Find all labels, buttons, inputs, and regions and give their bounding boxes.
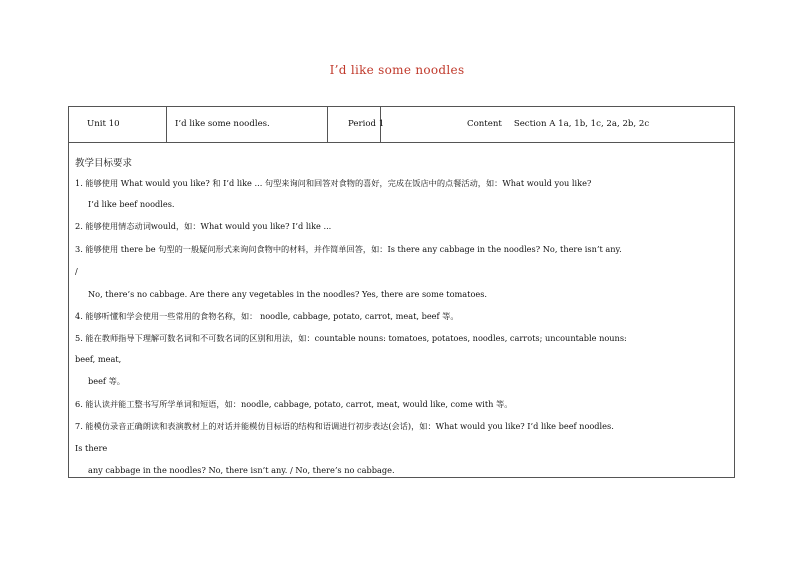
topic-text: I’d like some noodles.: [175, 119, 270, 129]
content-cell: [381, 107, 734, 142]
objective-line: /: [75, 266, 78, 276]
unit-cell: Unit 10: [69, 107, 167, 142]
objective-line: 5. 能在教师指导下理解可数名词和不可数名词的区别和用法，如：countable nouns: tomatoes, potatoes, noodles, carrots; uncountable nouns:: [75, 333, 627, 343]
objective-line: 2. 能够使用情态动词would，如：What would you like? I’d like ...: [75, 221, 332, 231]
objective-line: beef, meat,: [75, 354, 122, 364]
objective-line: Is there: [75, 443, 108, 453]
objective-line: 1. 能够使用 What would you like? 和 I’d like ... 句型来询问和回答对食物的喜好，完成在饭店中的点餐活动，如：What would you like?: [75, 178, 592, 188]
document-title: I’d like some noodles: [329, 63, 465, 77]
objectives-heading: 教学目标要求: [75, 158, 133, 169]
objective-line: beef 等。: [88, 376, 125, 386]
objective-line: 3. 能够使用 there be 句型的一般疑问形式来询问食物中的材料，并作简单回答，如：Is there any cabbage in the noodles? No, there isn’t any.: [75, 244, 622, 254]
period-cell: Period 1: [328, 107, 381, 142]
objective-line: I’d like beef noodles.: [88, 199, 175, 209]
content-value: Section A 1a, 1b, 1c, 2a, 2b, 2c: [513, 119, 650, 129]
objective-line: any cabbage in the noodles? No, there isn’t any. / No, there’s no cabbage.: [88, 465, 395, 475]
topic-cell: [167, 107, 328, 142]
objective-line: No, there’s no cabbage. Are there any vegetables in the noodles? Yes, there are some tomatoes.: [88, 289, 488, 299]
objective-line: 7. 能模仿录音正确朗读和表演教材上的对话并能模仿目标语的结构和语调进行初步表达(会话)，如：What would you like? I’d like beef noodles.: [75, 421, 614, 431]
lesson-table: [68, 106, 735, 478]
objective-line: 4. 能够听懂和学会使用一些常用的食物名称，如： noodle, cabbage, potato, carrot, meat, beef 等。: [75, 311, 459, 321]
content-label: Content: [467, 119, 502, 129]
objective-line: 6. 能认读并能工整书写所学单词和短语，如：noodle, cabbage, potato, carrot, meat, would like, come with 等。: [75, 399, 513, 409]
table-header-row: [69, 107, 734, 143]
